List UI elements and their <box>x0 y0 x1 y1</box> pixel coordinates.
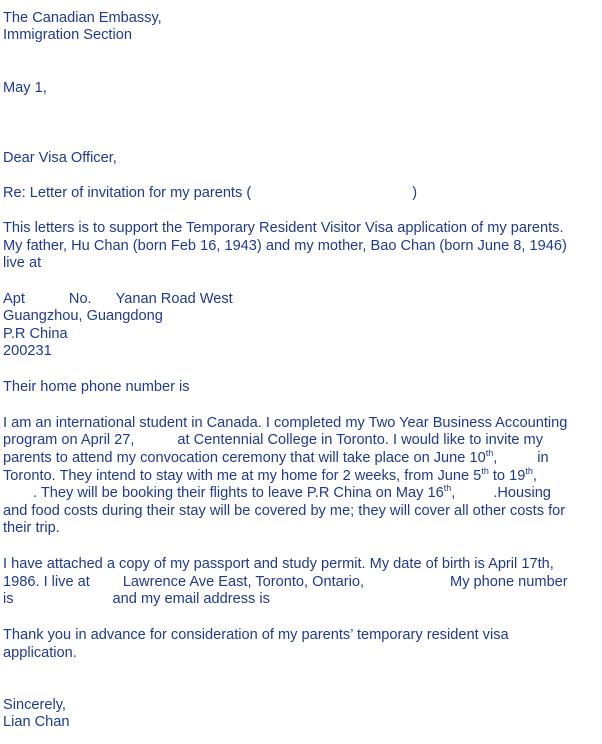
recipient-line-1: The Canadian Embassy, <box>3 10 162 26</box>
closing: Sincerely, <box>3 697 66 713</box>
address-postal: 200231 <box>3 343 52 359</box>
paragraph-2-line-6: and food costs during their stay will be covered by me; they will cover all other costs for <box>3 503 566 519</box>
paragraph-1-line-3: live at <box>3 255 42 271</box>
letter-date: May 1, <box>3 80 47 96</box>
address-street: Yanan Road West <box>115 291 233 307</box>
signature-name: Lian Chan <box>3 714 70 730</box>
paragraph-4-line-1: Thank you in advance for consideration of my parents’ temporary resident visa <box>3 627 509 643</box>
paragraph-3-line-3: is and my email address is <box>3 591 270 607</box>
paragraph-3-line-2: 1986. I live at Lawrence Ave East, Toronto, Ontario, My phone number <box>3 574 568 590</box>
subject-text: Re: Letter of invitation for my parents ( <box>3 185 252 201</box>
salutation: Dear Visa Officer, <box>3 150 117 166</box>
paragraph-2-line-5: . They will be booking their flights to leave P.R China on May 16th, .Housing <box>33 483 551 501</box>
subject-line <box>3 185 417 203</box>
address-apt: Apt <box>3 291 25 307</box>
paragraph-1-line-2: My father, Hu Chan (born Feb 16, 1943) and my mother, Bao Chan (born June 8, 1946) <box>3 238 567 254</box>
subject-close: ) <box>412 185 418 201</box>
address-country: P.R China <box>3 326 68 342</box>
paragraph-2-line-7: their trip. <box>3 520 60 536</box>
address-city: Guangzhou, Guangdong <box>3 308 163 324</box>
paragraph-2-line-4: Toronto. They intend to stay with me at my home for 2 weeks, from June 5th to 19th, <box>3 466 537 484</box>
paragraph-1-line-1: This letters is to support the Temporary Resident Visitor Visa application of my parents. <box>3 220 564 236</box>
paragraph-3-line-1: I have attached a copy of my passport and study permit. My date of birth is April 17th, <box>3 556 554 572</box>
paragraph-2-line-2: program on April 27, at Centennial College in Toronto. I would like to invite my <box>3 432 544 448</box>
address-line-1 <box>3 291 233 309</box>
paragraph-2-line-3: parents to attend my convocation ceremony that will take place on June 10th, in <box>3 448 549 466</box>
paragraph-4-line-2: application. <box>3 645 77 661</box>
address-no: No. <box>68 291 92 307</box>
paragraph-2-line-1: I am an international student in Canada. I completed my Two Year Business Accounting <box>3 415 568 431</box>
recipient-line-2: Immigration Section <box>3 27 132 43</box>
home-phone-line: Their home phone number is <box>3 379 190 395</box>
